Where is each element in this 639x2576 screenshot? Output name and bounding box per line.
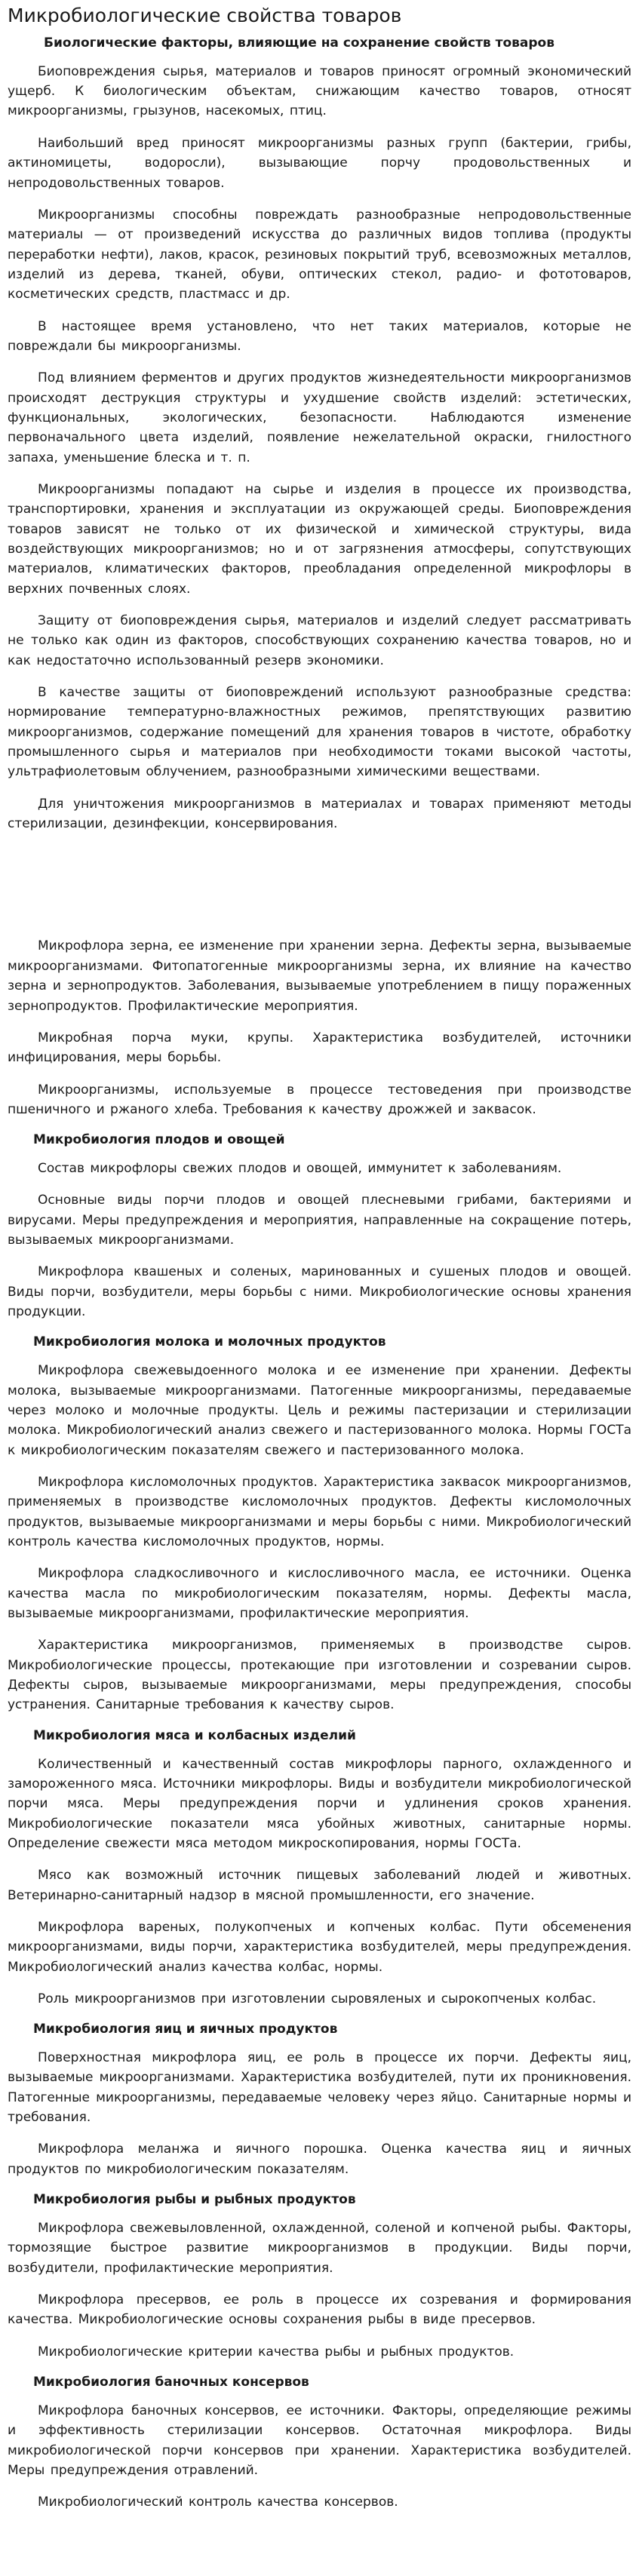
paragraph: Защиту от биоповреждения сырья, материалов и изделий следует рассматривать не только как один из факторов, способствующих сохранению качества товаров, но и как недостаточно использованный резерв экономики. <box>8 613 631 668</box>
paragraph: Микробиологические критерии качества рыбы и рыбных продуктов. <box>38 2344 515 2360</box>
grain-section <box>8 936 631 1119</box>
paragraph: Количественный и качественный состав микрофлоры парного, охлажденного и замороженного мяса. Источники микрофлоры. Виды и возбудители микробиологической порчи мяса. Меры предупреждения порчи и удлинения сроков хранения. Микробиологические показатели мяса убойных животных, санитарные нормы. Определение свежести мяса методом микроскопирования, нормы ГОСТа. <box>8 1756 631 1851</box>
paragraph: Основные виды порчи плодов и овощей плесневыми грибами, бактериями и вирусами. Меры предупреждения и мероприятия, направленные на сокращение потерь, вызываемых микроорганизмами. <box>8 1193 631 1248</box>
paragraph: Состав микрофлоры свежих плодов и овощей, иммунитет к заболеваниям. <box>38 1161 562 1177</box>
paragraph: Биоповреждения сырья, материалов и товаров приносят огромный экономический ущерб. К биологическим объектам, снижающим качество товаров, относят микроорганизмы, грызунов, насекомых, птиц. <box>8 63 631 119</box>
section-meat <box>8 1727 631 2010</box>
paragraph: В качестве защиты от биоповреждений используют разнообразные средства: нормирование температурно-влажностных режимов, препятствующих развитию микроорганизмов, содержание помещений для хранения товаров в чистоте, обработку промышленного сырья и материалов при необходимости токами высокой частоты, ультрафиолетовым облучением, разнообразными химическими веществами. <box>8 685 631 780</box>
section-heading: Микробиология мяса и колбасных изделий <box>33 1727 356 1743</box>
paragraph: Наибольший вред приносят микроорганизмы разных групп (бактерии, грибы, актиномицеты, водоросли), вызывающие порчу продовольственных и непродовольственных товаров. <box>8 135 631 191</box>
paragraph: Микроорганизмы попадают на сырье и изделия в процессе их производства, транспортировки, хранения и эксплуатации из окружающей среды. Биоповреждения товаров зависят не только от их физической и химической структуры, вида воздействующих микроорганизмов; но и от загрязнения атмосферы, сопутствующих материалов, климатических факторов, преобладания определенной микрофлоры в верхних почвенных слоях. <box>8 481 631 597</box>
blank-gap <box>8 846 631 936</box>
paragraph: Микрофлора зерна, ее изменение при хранении зерна. Дефекты зерна, вызываемые микроорганизмами. Фитопатогенные микроорганизмы зерна, их влияние на качество зерна и зернопродуктов. Заболевания, вызываемые употреблением в пищу пораженных зернопродуктов. Профилактические мероприятия. <box>8 938 631 1014</box>
paragraph: Микрофлора баночных консервов, ее источники. Факторы, определяющие режимы и эффективность стерилизации консервов. Остаточная микрофлора. Виды микробиологической порчи консервов при хранении. Характеристика возбудителей. Меры предупреждения отравлений. <box>8 2403 631 2478</box>
section-heading: Микробиология рыбы и рыбных продуктов <box>33 2192 356 2208</box>
paragraph: Для уничтожения микроорганизмов в материалах и товарах применяют методы стерилизации, дезинфекции, консервирования. <box>8 796 631 832</box>
paragraph: Микрофлора меланжа и яичного порошка. Оценка качества яиц и яичных продуктов по микробиологическим показателям. <box>8 2142 631 2177</box>
paragraph: Микрофлора кисломолочных продуктов. Характеристика заквасок микроорганизмов, применяемых в производстве кисломолочных продуктов. Дефекты кисломолочных продуктов, вызываемые микроорганизмами и меры борьбы с ними. Микробиологический контроль качества кисломолочных продуктов, нормы. <box>8 1474 631 1549</box>
paragraph: Микрофлора пресервов, ее роль в процессе их созревания и формирования качества. Микробиологические основы сохранения рыбы в виде пресервов. <box>8 2292 631 2328</box>
paragraph: Роль микроорганизмов при изготовлении сыровяленых и сырокопченых колбас. <box>38 1991 597 2006</box>
paragraph: Микрофлора квашеных и соленых, маринованных и сушеных плодов и овощей. Виды порчи, возбудители, меры борьбы с ними. Микробиологические основы хранения продукции. <box>8 1264 631 1320</box>
paragraph: Мясо как возможный источник пищевых заболеваний людей и животных. Ветеринарно-санитарный надзор в мясной промышленности, его значение. <box>8 1868 631 1903</box>
paragraph: Микрофлора вареных, полукопченых и копченых колбас. Пути обсеменения микроорганизмами, виды порчи, характеристика возбудителей, меры предупреждения. Микробиологический анализ качества колбас, нормы. <box>8 1919 631 1975</box>
section-heading: Микробиология яиц и яичных продуктов <box>33 2022 338 2037</box>
paragraph: Поверхностная микрофлора яиц, ее роль в процессе их порчи. Дефекты яиц, вызываемые микроорганизмами. Характеристика возбудителей, пути их проникновения. Патогенные микроорганизмы, передаваемые человеку через яйцо. Санитарные нормы и требования. <box>8 2050 631 2126</box>
paragraph: Характеристика микроорганизмов, применяемых в производстве сыров. Микробиологические процессы, протекающие при изготовлении и созревании сыров. Дефекты сыров, вызываемые микроорганизмами, меры предупреждения, способы устранения. Санитарные требования к качеству сыров. <box>8 1638 631 1713</box>
intro-section <box>8 62 631 834</box>
section-canned <box>8 2374 631 2513</box>
paragraph: Микрофлора сладкосливочного и кислосливочного масла, ее источники. Оценка качества масла по микробиологическим показателям, нормы. Дефекты масла, вызываемые микроорганизмами, профилактические мероприятия. <box>8 1566 631 1622</box>
paragraph: В настоящее время установлено, что нет таких материалов, которые не повреждали бы микроорганизмы. <box>8 318 631 354</box>
paragraph: Микробная порча муки, крупы. Характеристика возбудителей, источники инфицирования, меры борьбы. <box>8 1030 631 1066</box>
section-milk <box>8 1334 631 1715</box>
paragraph: Микробиологический контроль качества консервов. <box>38 2495 398 2510</box>
paragraph: Микрофлора свежевыловленной, охлажденной, соленой и копченой рыбы. Факторы, тормозящие быстрое развитие микроорганизмов в продукции. Виды порчи, возбудители, профилактические мероприятия. <box>8 2220 631 2276</box>
section-heading: Микробиология баночных консервов <box>33 2375 309 2390</box>
section-fish <box>8 2191 631 2362</box>
page-title: Микробиологические свойства товаров <box>8 5 402 26</box>
paragraph: Микроорганизмы, используемые в процессе тестоведения при производстве пшеничного и ржаного хлеба. Требования к качеству дрожжей и заквасок. <box>8 1082 631 1117</box>
paragraph: Под влиянием ферментов и других продуктов жизнедеятельности микроорганизмов происходят деструкция структуры и ухудшение свойств изделий: эстетических, функциональных, экологических, безопасности. Наблюдаются изменение первоначального цвета изделий, появление нежелательной окраски, гнилостного запаха, уменьшение блеска и т. п. <box>8 370 631 465</box>
section-fruits <box>8 1131 631 1322</box>
paragraph: Микроорганизмы способны повреждать разнообразные непродовольственные материалы — от произведений искусства до различных видов топлива (продукты переработки нефти), лаков, красок, резиновых покрытий труб, всевозможных металлов, изделий из дерева, тканей, обуви, оптических стекол, радио- и фототоваров, косметических средств, пластмасс и др. <box>8 207 631 302</box>
section-heading: Микробиология молока и молочных продуктов <box>33 1334 386 1350</box>
paragraph: Микрофлора свежевыдоенного молока и ее изменение при хранении. Дефекты молока, вызываемые микроорганизмами. Патогенные микроорганизмы, передаваемые через молоко и молочные продукты. Цель и режимы пастеризации и стерилизации молока. Микробиологический анализ свежего и пастеризованного молока. Нормы ГОСТа к микробиологическим показателям свежего и пастеризованного молока. <box>8 1363 631 1458</box>
section-heading: Микробиология плодов и овощей <box>33 1132 285 1148</box>
section-eggs <box>8 2021 631 2179</box>
subtitle: Биологические факторы, влияющие на сохранение свойств товаров <box>44 35 555 51</box>
